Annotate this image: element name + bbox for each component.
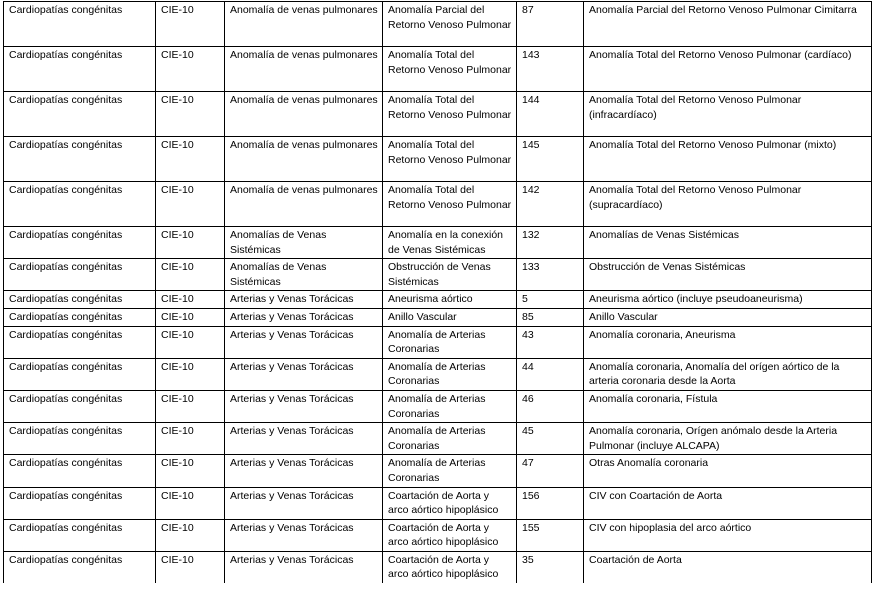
table-row xyxy=(4,487,872,519)
cell-description: Anomalía Total del Retorno Venoso Pulmonar (supracardíaco) xyxy=(584,182,872,227)
cell-code-system: CIE-10 xyxy=(156,291,225,309)
cell-subgroup: Anomalía de Arterias Coronarias xyxy=(383,423,517,455)
cell-subgroup: Coartación de Aorta y arco aórtico hipoplásico xyxy=(383,519,517,551)
cell-category: Cardiopatías congénitas xyxy=(4,259,156,291)
table-row xyxy=(4,92,872,137)
cell-id: 43 xyxy=(517,326,584,358)
cell-subgroup: Anomalía de Arterias Coronarias xyxy=(383,455,517,487)
table-row xyxy=(4,137,872,182)
cell-description: Anomalía Total del Retorno Venoso Pulmonar (cardíaco) xyxy=(584,47,872,92)
cell-description: Obstrucción de Venas Sistémicas xyxy=(584,259,872,291)
cell-code-system: CIE-10 xyxy=(156,47,225,92)
cell-subgroup: Anomalía Total del Retorno Venoso Pulmonar xyxy=(383,137,517,182)
cell-description: Anomalía Total del Retorno Venoso Pulmonar (infracardíaco) xyxy=(584,92,872,137)
cell-subgroup: Anomalía Total del Retorno Venoso Pulmonar xyxy=(383,92,517,137)
cell-group: Anomalía de venas pulmonares xyxy=(225,2,383,47)
cell-category: Cardiopatías congénitas xyxy=(4,390,156,422)
cell-category: Cardiopatías congénitas xyxy=(4,358,156,390)
cell-group: Anomalía de venas pulmonares xyxy=(225,137,383,182)
cell-id: 35 xyxy=(517,551,584,583)
table-row xyxy=(4,182,872,227)
cell-group: Arterias y Venas Torácicas xyxy=(225,291,383,309)
cell-subgroup: Anomalía Total del Retorno Venoso Pulmonar xyxy=(383,47,517,92)
cell-subgroup: Coartación de Aorta y arco aórtico hipoplásico xyxy=(383,551,517,583)
cell-code-system: CIE-10 xyxy=(156,308,225,326)
table-body xyxy=(4,2,872,584)
table-row xyxy=(4,551,872,583)
cell-group: Arterias y Venas Torácicas xyxy=(225,551,383,583)
cell-code-system: CIE-10 xyxy=(156,227,225,259)
cell-category: Cardiopatías congénitas xyxy=(4,92,156,137)
cell-code-system: CIE-10 xyxy=(156,551,225,583)
table-row xyxy=(4,308,872,326)
cell-group: Arterias y Venas Torácicas xyxy=(225,326,383,358)
cell-subgroup: Anomalía de Arterias Coronarias xyxy=(383,358,517,390)
cell-category: Cardiopatías congénitas xyxy=(4,326,156,358)
table-row xyxy=(4,519,872,551)
table-row xyxy=(4,2,872,47)
cell-code-system: CIE-10 xyxy=(156,390,225,422)
cell-subgroup: Coartación de Aorta y arco aórtico hipoplásico xyxy=(383,487,517,519)
cell-category: Cardiopatías congénitas xyxy=(4,291,156,309)
cell-category: Cardiopatías congénitas xyxy=(4,47,156,92)
cell-description: Anomalía Parcial del Retorno Venoso Pulmonar Cimitarra xyxy=(584,2,872,47)
cell-code-system: CIE-10 xyxy=(156,423,225,455)
cell-code-system: CIE-10 xyxy=(156,2,225,47)
cell-category: Cardiopatías congénitas xyxy=(4,2,156,47)
cell-code-system: CIE-10 xyxy=(156,519,225,551)
cell-group: Arterias y Venas Torácicas xyxy=(225,455,383,487)
table-row xyxy=(4,259,872,291)
cell-subgroup: Obstrucción de Venas Sistémicas xyxy=(383,259,517,291)
cell-code-system: CIE-10 xyxy=(156,487,225,519)
cell-id: 46 xyxy=(517,390,584,422)
cell-category: Cardiopatías congénitas xyxy=(4,423,156,455)
cell-subgroup: Anomalía en la conexión de Venas Sistémicas xyxy=(383,227,517,259)
cell-group: Anomalías de Venas Sistémicas xyxy=(225,259,383,291)
cell-code-system: CIE-10 xyxy=(156,92,225,137)
cell-subgroup: Anomalía Total del Retorno Venoso Pulmonar xyxy=(383,182,517,227)
cell-group: Arterias y Venas Torácicas xyxy=(225,519,383,551)
table-row xyxy=(4,390,872,422)
cell-description: Anomalía Total del Retorno Venoso Pulmonar (mixto) xyxy=(584,137,872,182)
cell-id: 142 xyxy=(517,182,584,227)
table-row xyxy=(4,291,872,309)
cell-group: Arterias y Venas Torácicas xyxy=(225,487,383,519)
cell-id: 87 xyxy=(517,2,584,47)
cell-category: Cardiopatías congénitas xyxy=(4,227,156,259)
cell-description: Anillo Vascular xyxy=(584,308,872,326)
cell-description: Anomalía coronaria, Aneurisma xyxy=(584,326,872,358)
cell-category: Cardiopatías congénitas xyxy=(4,137,156,182)
cell-id: 45 xyxy=(517,423,584,455)
cell-group: Anomalía de venas pulmonares xyxy=(225,92,383,137)
cell-subgroup: Anomalía de Arterias Coronarias xyxy=(383,326,517,358)
cell-description: Aneurisma aórtico (incluye pseudoaneurisma) xyxy=(584,291,872,309)
cell-id: 132 xyxy=(517,227,584,259)
table-row xyxy=(4,423,872,455)
cell-code-system: CIE-10 xyxy=(156,259,225,291)
cell-description: Anomalías de Venas Sistémicas xyxy=(584,227,872,259)
cell-id: 133 xyxy=(517,259,584,291)
cell-category: Cardiopatías congénitas xyxy=(4,455,156,487)
table-row xyxy=(4,227,872,259)
cell-description: Coartación de Aorta xyxy=(584,551,872,583)
cell-category: Cardiopatías congénitas xyxy=(4,519,156,551)
cell-id: 47 xyxy=(517,455,584,487)
cell-id: 145 xyxy=(517,137,584,182)
cell-id: 85 xyxy=(517,308,584,326)
cell-category: Cardiopatías congénitas xyxy=(4,182,156,227)
cell-code-system: CIE-10 xyxy=(156,358,225,390)
cell-group: Anomalía de venas pulmonares xyxy=(225,182,383,227)
cell-group: Arterias y Venas Torácicas xyxy=(225,358,383,390)
diagnosis-table xyxy=(3,1,872,583)
cell-category: Cardiopatías congénitas xyxy=(4,551,156,583)
cell-subgroup: Anomalía Parcial del Retorno Venoso Pulmonar xyxy=(383,2,517,47)
cell-category: Cardiopatías congénitas xyxy=(4,487,156,519)
cell-group: Arterias y Venas Torácicas xyxy=(225,308,383,326)
table-row xyxy=(4,47,872,92)
cell-subgroup: Anillo Vascular xyxy=(383,308,517,326)
cell-id: 156 xyxy=(517,487,584,519)
cell-group: Arterias y Venas Torácicas xyxy=(225,390,383,422)
table-row xyxy=(4,326,872,358)
cell-description: Anomalía coronaria, Orígen anómalo desde la Arteria Pulmonar (incluye ALCAPA) xyxy=(584,423,872,455)
cell-id: 44 xyxy=(517,358,584,390)
cell-group: Anomalía de venas pulmonares xyxy=(225,47,383,92)
cell-id: 155 xyxy=(517,519,584,551)
cell-subgroup: Aneurisma aórtico xyxy=(383,291,517,309)
cell-group: Anomalías de Venas Sistémicas xyxy=(225,227,383,259)
cell-description: CIV con Coartación de Aorta xyxy=(584,487,872,519)
cell-id: 144 xyxy=(517,92,584,137)
cell-id: 5 xyxy=(517,291,584,309)
table-row xyxy=(4,455,872,487)
cell-description: CIV con hipoplasia del arco aórtico xyxy=(584,519,872,551)
cell-code-system: CIE-10 xyxy=(156,137,225,182)
cell-code-system: CIE-10 xyxy=(156,326,225,358)
cell-subgroup: Anomalía de Arterias Coronarias xyxy=(383,390,517,422)
cell-id: 143 xyxy=(517,47,584,92)
cell-code-system: CIE-10 xyxy=(156,455,225,487)
cell-description: Anomalía coronaria, Fístula xyxy=(584,390,872,422)
table-row xyxy=(4,358,872,390)
cell-category: Cardiopatías congénitas xyxy=(4,308,156,326)
cell-description: Anomalía coronaria, Anomalía del orígen aórtico de la arteria coronaria desde la Aorta xyxy=(584,358,872,390)
cell-description: Otras Anomalía coronaria xyxy=(584,455,872,487)
cell-group: Arterias y Venas Torácicas xyxy=(225,423,383,455)
cell-code-system: CIE-10 xyxy=(156,182,225,227)
